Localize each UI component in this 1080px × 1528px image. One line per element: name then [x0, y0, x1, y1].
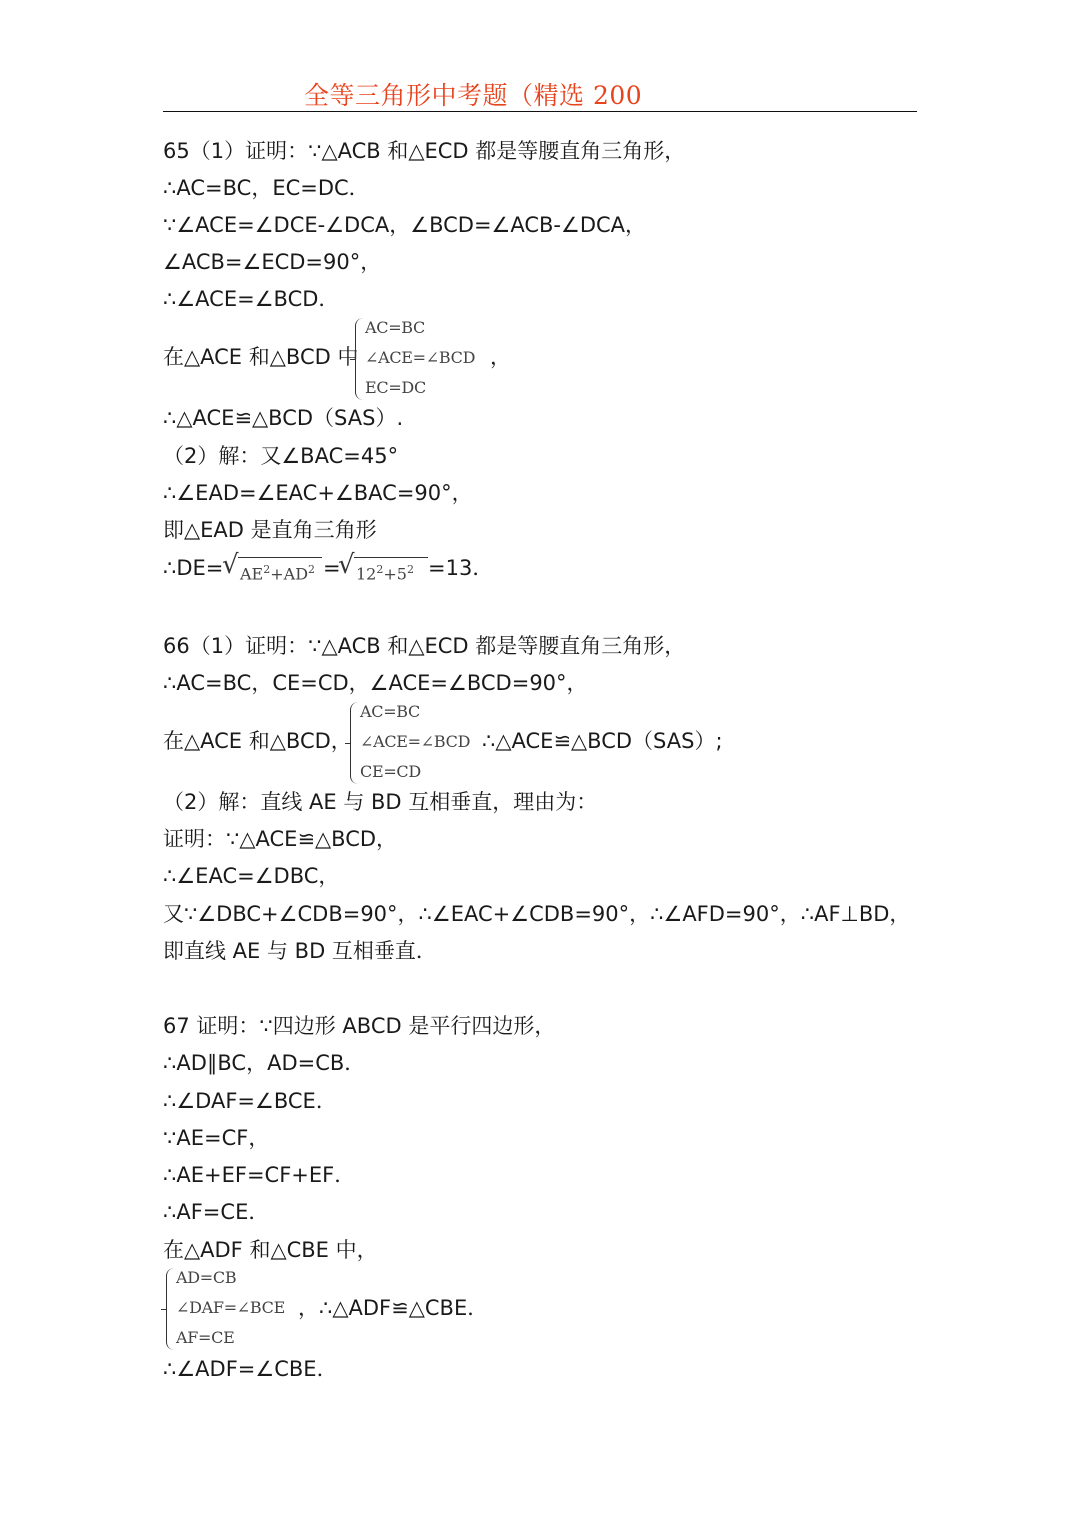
text-line: 65（1）证明：∵△ACB 和△ECD 都是等腰直角三角形， [163, 139, 686, 163]
formula-prefix: ∴DE= [163, 556, 224, 580]
equation-system [355, 318, 505, 400]
text-line: 又∵∠DBC+∠CDB=90°，∴∠EAC+∠CDB=90°，∴∠AFD=90°，∴AF⊥BD， [163, 902, 911, 926]
text-line: ∵∠ACE=∠DCE-∠DCA，∠BCD=∠ACB-∠DCA， [163, 213, 647, 237]
equation-system [350, 702, 490, 784]
text-line: 在△ADF 和△CBE 中， [163, 1238, 378, 1262]
system-row: AC=BC [365, 318, 426, 337]
text-line: ∴∠DAF=∠BCE． [163, 1089, 337, 1113]
vinculum [354, 557, 428, 558]
system-row: ∠DAF=∠BCE [176, 1298, 285, 1317]
text-line: ∴∠ACE=∠BCD． [163, 287, 340, 311]
brace-icon [350, 702, 359, 784]
text-line: 66（1）证明：∵△ACB 和△ECD 都是等腰直角三角形， [163, 634, 686, 658]
text-line: ∴∠ADF=∠CBE． [163, 1357, 338, 1381]
equation-system [166, 1268, 306, 1350]
system-suffix: ， [490, 345, 511, 369]
document-title: 全等三角形中考题（精选 200 [304, 81, 643, 110]
text-line: 证明：∵△ACE≌△BCD， [163, 827, 398, 851]
text-line: 即直线 AE 与 BD 互相垂直． [163, 939, 437, 963]
system-suffix: ，∴△ADF≌△CBE． [298, 1296, 489, 1320]
system-row: EC=DC [365, 378, 426, 397]
radicand: $12^2+5^2$ [356, 563, 414, 584]
equals-sign: = [323, 556, 341, 580]
text-line: ∵AE=CF， [163, 1126, 270, 1150]
sqrt-icon: √ [338, 550, 355, 580]
text-line: ∴AF=CE． [163, 1200, 270, 1224]
text-line: ∴AD∥BC，AD=CB． [163, 1051, 366, 1075]
sqrt-icon: √ [222, 550, 239, 580]
system-prefix: 在△ACE 和△BCD， [163, 729, 352, 753]
text-line: ∴∠EAC=∠DBC， [163, 864, 340, 888]
text-line: 即△EAD 是直角三角形 [163, 518, 377, 542]
system-row: CE=CD [360, 762, 421, 781]
text-line: ∴△ACE≌△BCD（SAS）. [163, 406, 404, 430]
text-line: （2）解：又∠BAC=45° [163, 444, 399, 468]
text-line: ∴AC=BC，EC=DC． [163, 176, 370, 200]
system-row: AD=CB [176, 1268, 237, 1287]
text-line: ∴AE+EF=CF+EF． [163, 1163, 356, 1187]
brace-icon [355, 318, 364, 400]
system-row: ∠ACE=∠BCD [365, 348, 476, 367]
system-row: AC=BC [360, 702, 421, 721]
text-line: 67 证明：∵四边形 ABCD 是平行四边形， [163, 1014, 556, 1038]
text-line: （2）解：直线 AE 与 BD 互相垂直，理由为： [163, 790, 598, 814]
text-line: ∴∠EAD=∠EAC+∠BAC=90°， [163, 481, 473, 505]
text-line: ∴AC=BC，CE=CD，∠ACE=∠BCD=90°， [163, 671, 588, 695]
system-suffix: ∴△ACE≌△BCD（SAS）; [482, 729, 723, 753]
radicand: $AE^2+AD^2$ [240, 563, 316, 584]
formula-result: =13． [428, 556, 494, 580]
vinculum [238, 557, 322, 558]
header-rule [163, 111, 917, 112]
brace-icon [166, 1268, 175, 1350]
system-prefix: 在△ACE 和△BCD 中 [163, 345, 359, 369]
text-line: ∠ACB=∠ECD=90°， [163, 250, 382, 274]
system-row: ∠ACE=∠BCD [360, 732, 471, 751]
system-row: AF=CE [176, 1328, 235, 1347]
